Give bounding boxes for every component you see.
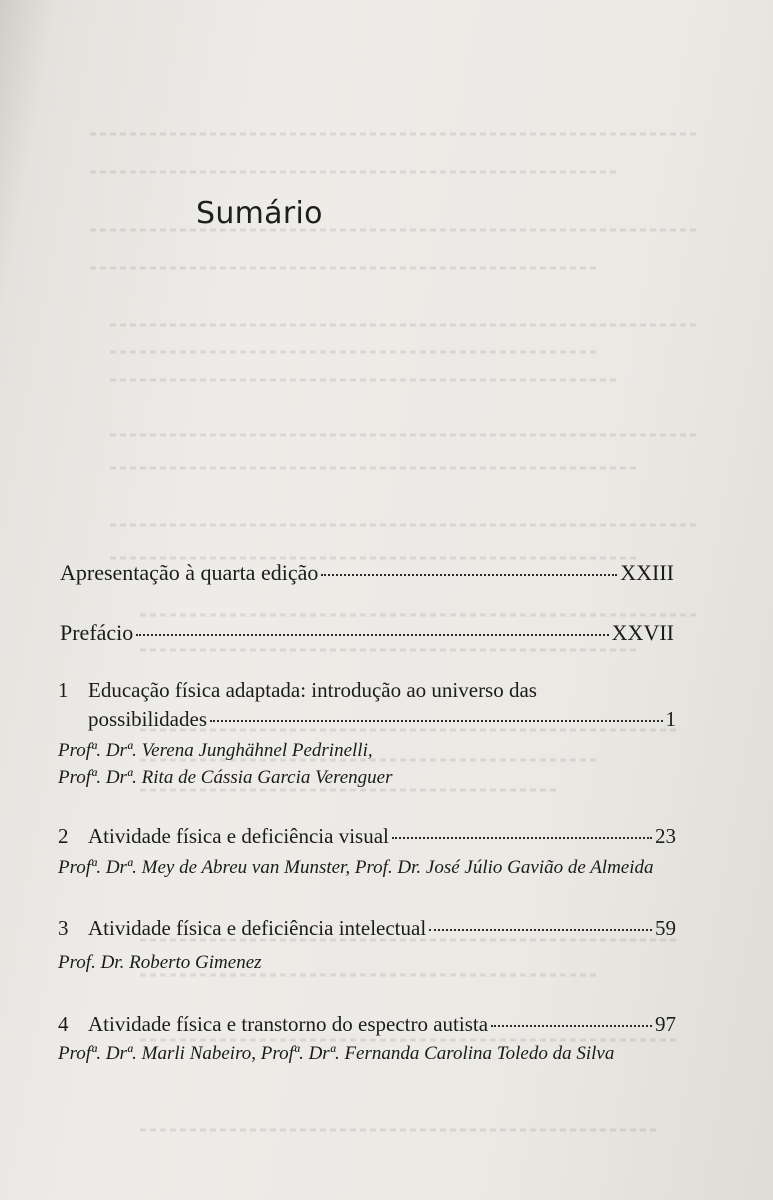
toc-entry-label: Apresentação à quarta edição	[60, 560, 319, 585]
dot-leader	[491, 1025, 652, 1027]
toc-entry-chapter-1[interactable]	[58, 678, 676, 732]
chapter-title: Atividade física e deficiência visual	[88, 824, 389, 848]
chapter-author: Profª. Drª. Mey de Abreu van Munster, Prof. Dr. José Júlio Gavião de Almeida	[58, 857, 654, 878]
chapter-title: Atividade física e transtorno do espectro autista	[88, 1012, 489, 1036]
dot-leader	[321, 574, 617, 576]
chapter-title: Atividade física e deficiência intelectual	[88, 916, 427, 940]
chapter-author: Profª. Drª. Verena Junghähnel Pedrinelli,	[58, 740, 373, 761]
page-title: Sumário	[196, 196, 323, 231]
chapter-page: 23	[655, 824, 676, 848]
toc-entry-chapter-4[interactable]	[58, 1012, 676, 1037]
chapter-title-line1: Educação física adaptada: introdução ao universo das	[88, 678, 537, 702]
toc-entry-label: Prefácio	[60, 620, 134, 645]
toc-entry-page: XXIII	[620, 560, 674, 585]
chapter-number: 3	[58, 916, 69, 940]
chapter-author: Prof. Dr. Roberto Gimenez	[58, 952, 262, 973]
toc-entry-apresentacao[interactable]	[60, 560, 674, 586]
toc-entry-chapter-3[interactable]	[58, 916, 676, 941]
chapter-page: 1	[665, 707, 676, 731]
toc-entry-page: XXVII	[611, 620, 674, 645]
chapter-number: 1	[58, 678, 69, 702]
dot-leader	[210, 720, 663, 722]
chapter-number: 2	[58, 824, 69, 848]
toc-entry-prefacio[interactable]	[60, 620, 674, 646]
toc-entry-chapter-2[interactable]	[58, 824, 676, 849]
chapter-title-line2: possibilidades	[88, 707, 207, 731]
dot-leader	[392, 837, 652, 839]
chapter-page: 97	[655, 1012, 676, 1036]
chapter-author: Profª. Drª. Rita de Cássia Garcia Verenguer	[58, 767, 393, 788]
dot-leader	[429, 929, 652, 931]
chapter-author: Profª. Drª. Marli Nabeiro, Profª. Drª. Fernanda Carolina Toledo da Silva	[58, 1043, 615, 1064]
dot-leader	[136, 634, 608, 636]
chapter-page: 59	[655, 916, 676, 940]
chapter-number: 4	[58, 1012, 69, 1036]
